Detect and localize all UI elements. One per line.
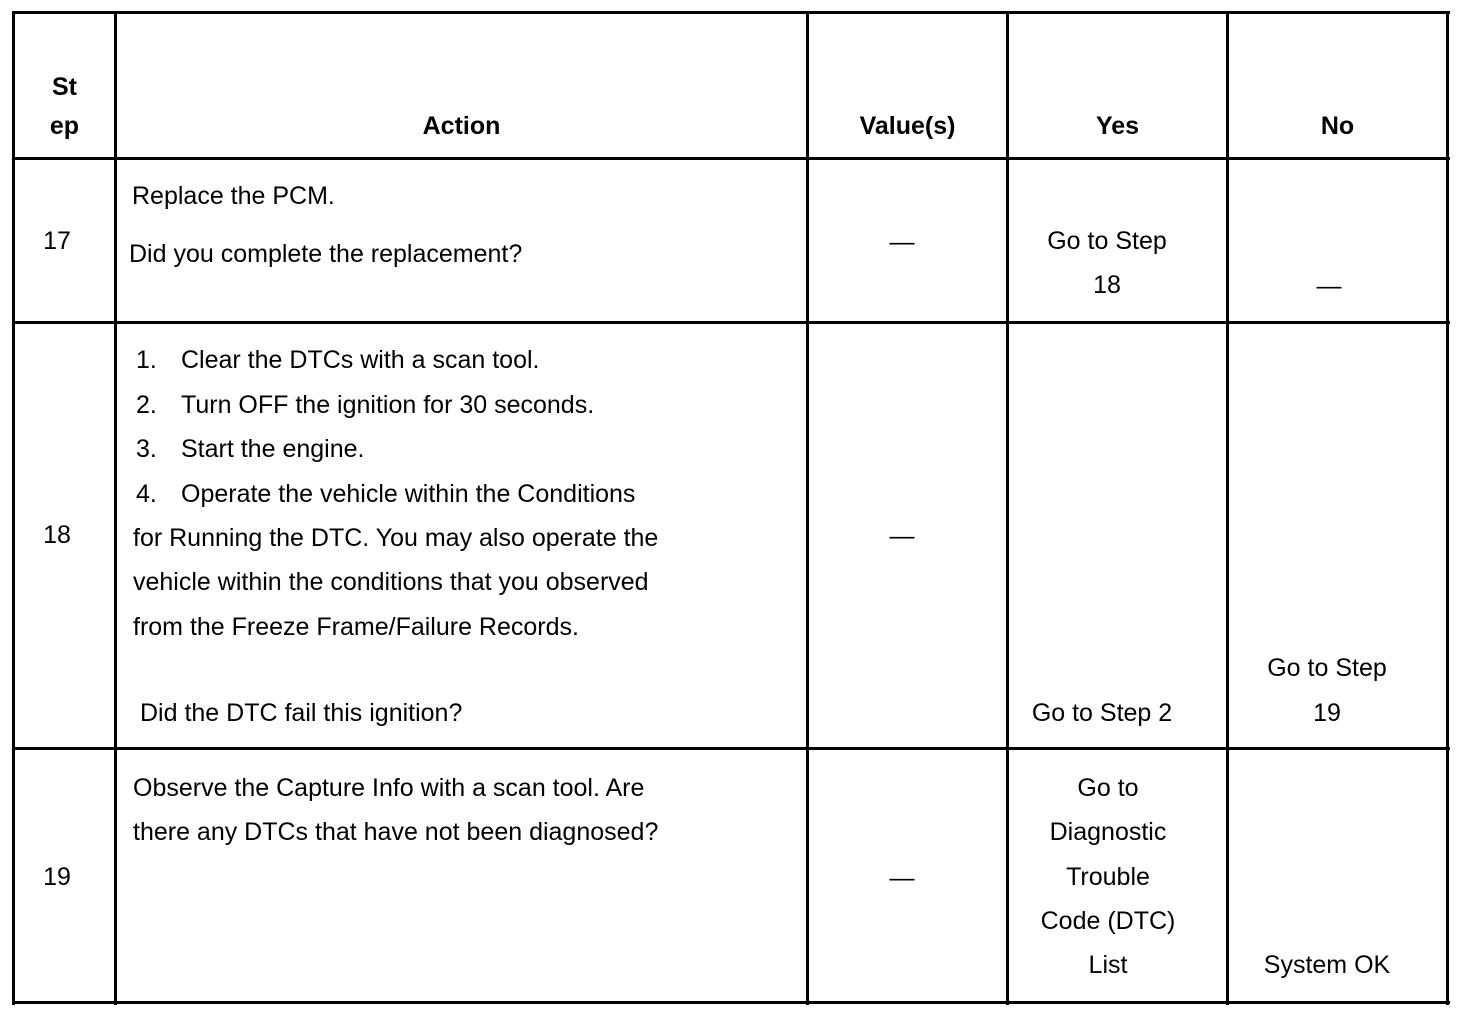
- list-item-number: 4.: [136, 480, 157, 508]
- no-cell-line: Go to Step: [1267, 654, 1387, 682]
- table-border-top: [12, 11, 1450, 14]
- action-question: Did you complete the replacement?: [129, 240, 523, 268]
- table-border-bottom: [12, 1001, 1450, 1004]
- no-cell: —: [1316, 272, 1342, 300]
- list-item-text: Clear the DTCs with a scan tool.: [181, 346, 540, 374]
- value-cell: —: [889, 864, 915, 892]
- list-item-number: 3.: [136, 435, 157, 463]
- column-divider-yes: [1226, 11, 1229, 1005]
- action-continuation: for Running the DTC. You may also operate the: [133, 524, 659, 552]
- step-number: 18: [43, 521, 71, 549]
- no-cell-line: 19: [1313, 699, 1341, 727]
- column-divider-action: [806, 11, 809, 1005]
- yes-cell-line: Go to: [1077, 774, 1139, 802]
- list-item-number: 1.: [136, 346, 157, 374]
- header-step-line1: St: [52, 73, 77, 101]
- header-step-line2: ep: [49, 112, 80, 140]
- header-yes: Yes: [1095, 112, 1140, 140]
- list-item-text: Start the engine.: [181, 435, 365, 463]
- list-item-text: Operate the vehicle within the Conditions: [181, 480, 636, 508]
- row-divider-18: [12, 747, 1450, 750]
- column-divider-values: [1006, 11, 1009, 1005]
- yes-cell-line: Go to Step: [1047, 227, 1167, 255]
- yes-cell-line: Diagnostic: [1049, 818, 1167, 846]
- list-item-number: 2.: [136, 391, 157, 419]
- yes-cell-line: Go to Step 2: [1031, 699, 1173, 727]
- list-item-text: Turn OFF the ignition for 30 seconds.: [181, 391, 595, 419]
- header-values: Value(s): [859, 112, 956, 140]
- yes-cell-line: Trouble: [1066, 863, 1150, 891]
- row-divider-17: [12, 321, 1450, 324]
- yes-cell-line: 18: [1093, 271, 1121, 299]
- step-number: 19: [43, 863, 71, 891]
- value-cell: —: [889, 228, 915, 256]
- table-border-right: [1446, 11, 1449, 1005]
- no-cell: System OK: [1263, 951, 1391, 979]
- header-no: No: [1320, 112, 1355, 140]
- action-question: Did the DTC fail this ignition?: [140, 699, 463, 727]
- header-action: Action: [422, 112, 501, 140]
- header-divider: [12, 157, 1450, 160]
- yes-cell-line: List: [1088, 951, 1128, 979]
- table-border-left: [12, 11, 15, 1005]
- yes-cell-line: Code (DTC): [1040, 907, 1176, 935]
- action-text: there any DTCs that have not been diagnosed?: [133, 818, 659, 846]
- action-continuation: vehicle within the conditions that you observed: [133, 568, 649, 596]
- column-divider-step: [114, 11, 117, 1005]
- action-text: Replace the PCM.: [132, 182, 335, 210]
- action-continuation: from the Freeze Frame/Failure Records.: [133, 613, 579, 641]
- step-number: 17: [43, 227, 71, 255]
- action-text: Observe the Capture Info with a scan tool. Are: [133, 774, 645, 802]
- value-cell: —: [889, 522, 915, 550]
